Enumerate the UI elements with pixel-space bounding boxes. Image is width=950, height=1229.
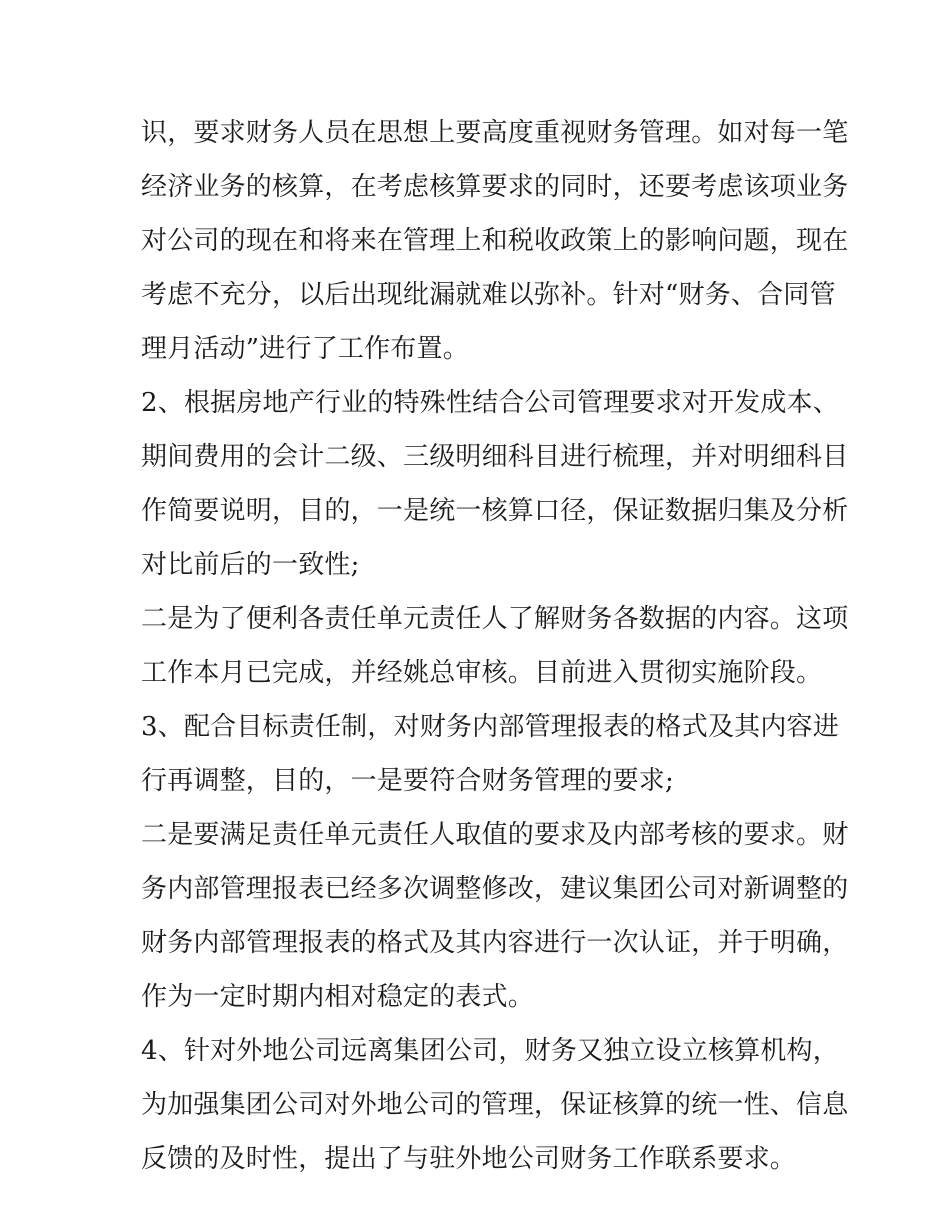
text-line: 反馈的及时性，提出了与驻外地公司财务工作联系要求。 xyxy=(141,1144,797,1174)
text-line: 4、针对外地公司远离集团公司，财务又独立设立核算机构， xyxy=(141,1036,839,1066)
text-line: 二是要满足责任单元责任人取值的要求及内部考核的要求。财 xyxy=(141,820,849,850)
text-line: 为加强集团公司对外地公司的管理，保证核算的统一性、信息 xyxy=(141,1090,849,1120)
text-line: 作为一定时期内相对稳定的表式。 xyxy=(141,982,535,1012)
text-line: 理月活动”进行了工作布置。 xyxy=(141,334,469,364)
text-line: 务内部管理报表已经多次调整修改，建议集团公司对新调整的 xyxy=(141,874,849,904)
text-line: 对比前后的一致性; xyxy=(141,550,360,580)
text-line: 识，要求财务人员在思想上要高度重视财务管理。如对每一笔 xyxy=(141,118,849,148)
text-line: 期间费用的会计二级、三级明细科目进行梳理，并对明细科目 xyxy=(141,442,849,472)
text-line: 作简要说明，目的，一是统一核算口径，保证数据归集及分析 xyxy=(141,496,849,526)
text-line: 二是为了便利各责任单元责任人了解财务各数据的内容。这项 xyxy=(141,604,849,634)
text-line: 2、根据房地产行业的特殊性结合公司管理要求对开发成本、 xyxy=(141,388,839,418)
body-text xyxy=(141,106,849,1186)
text-line: 考虑不充分，以后出现纰漏就难以弥补。针对“财务、合同管 xyxy=(141,280,836,310)
text-line: 财务内部管理报表的格式及其内容进行一次认证，并于明确， xyxy=(141,928,849,958)
text-line: 行再调整，目的，一是要符合财务管理的要求; xyxy=(141,766,674,796)
text-line: 3、配合目标责任制，对财务内部管理报表的格式及其内容进 xyxy=(141,712,839,742)
text-line: 对公司的现在和将来在管理上和税收政策上的影响问题，现在 xyxy=(141,226,849,256)
text-line: 工作本月已完成，并经姚总审核。目前进入贯彻实施阶段。 xyxy=(141,658,823,688)
text-line: 经济业务的核算，在考虑核算要求的同时，还要考虑该项业务 xyxy=(141,172,849,202)
